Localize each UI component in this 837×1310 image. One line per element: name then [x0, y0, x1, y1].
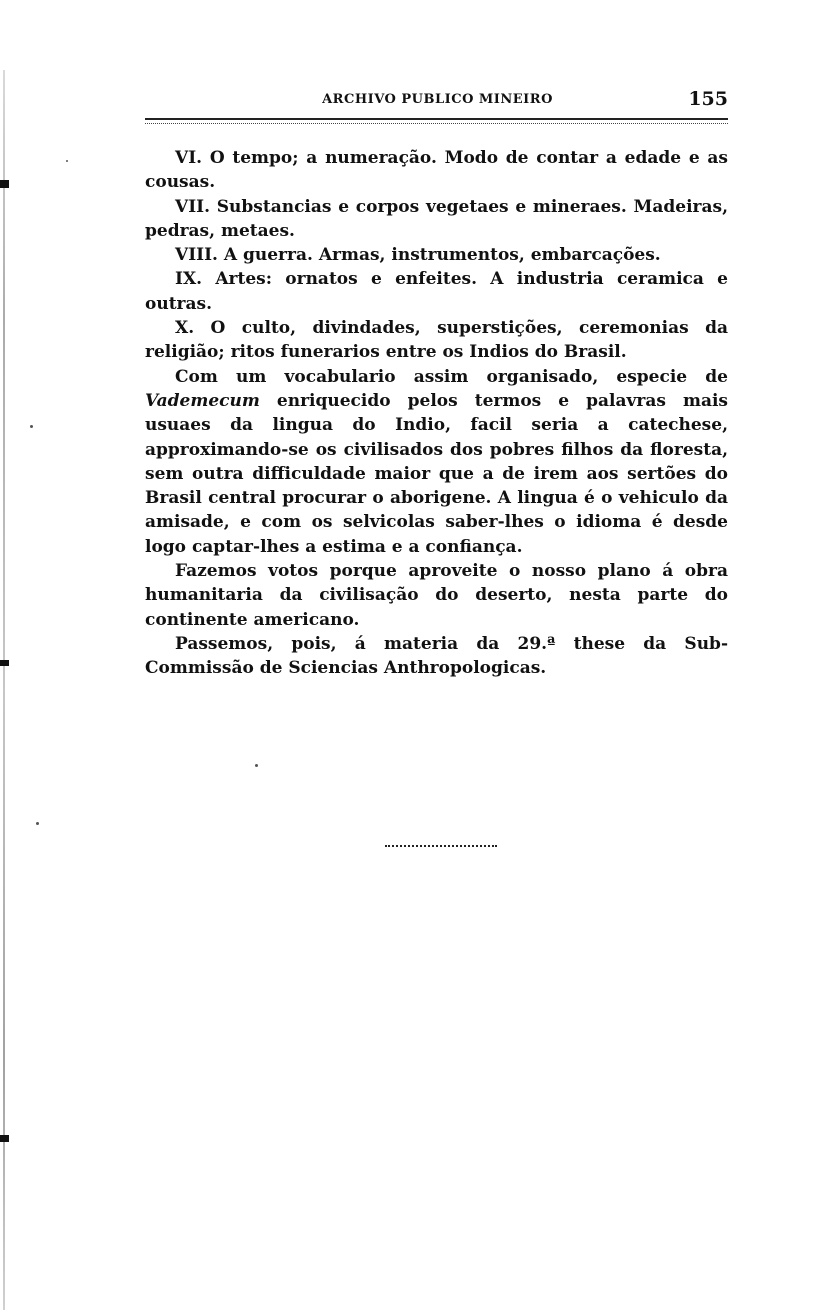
scan-edge-mark: [0, 660, 9, 666]
page-number: 155: [688, 88, 728, 110]
header-title: ARCHIVO PUBLICO MINEIRO: [322, 92, 553, 107]
scan-speck: [30, 425, 33, 428]
scan-speck: [255, 764, 258, 767]
paragraph-votos: Fazemos votos porque aproveite o nosso plano á obra humanitaria da civilisação do deserto, nesta parte do continente americano.: [145, 561, 728, 630]
scan-edge-line: [3, 70, 5, 1310]
list-item-ix: IX. Artes: ornatos e enfeites. A industria ceramica e outras.: [145, 269, 728, 314]
body-text: [145, 146, 728, 681]
running-header: [145, 90, 730, 114]
paragraph-materia: Passemos, pois, á materia da 29.ª these da Sub-Commissão de Sciencias Anthropologicas.: [145, 633, 728, 679]
list-item-vi: VI. O tempo; a numeração. Modo de contar a edade e as cousas.: [145, 148, 728, 193]
end-rule: [385, 842, 497, 847]
scan-edge-mark: [0, 1135, 9, 1142]
paragraph-vocabulario-before: Com um vocabulario assim organisado, especie de: [175, 366, 728, 387]
header-rule: [145, 118, 728, 124]
list-item-viii: VIII. A guerra. Armas, instrumentos, embarcações.: [175, 245, 661, 266]
scan-speck: [66, 160, 68, 162]
list-item-x: X. O culto, divindades, superstições, ceremonias da religião; ritos funerarios entre os Indios do Brasil.: [145, 318, 728, 363]
scan-speck: [36, 822, 39, 825]
paragraph-vocabulario: [145, 365, 728, 559]
list-item-vii: VII. Substancias e corpos vegetaes e mineraes. Madeiras, pedras, metaes.: [145, 196, 728, 241]
vademecum-emphasis: Vademecum: [145, 390, 260, 411]
scan-edge-mark: [0, 180, 9, 188]
paragraph-vocabulario-after: enriquecido pelos termos e palavras mais usuaes da lingua do Indio, facil seria a catechese, approximando-se os civilisados dos pobres filhos da floresta, sem outra difficuldade maior que a de irem aos sertões do Brasil central procurar o aborigene. A lingua é o vehiculo da amisade, e com os selvicolas saber-lhes o idioma é desde logo captar-lhes a estima e a confiança.: [145, 390, 728, 557]
